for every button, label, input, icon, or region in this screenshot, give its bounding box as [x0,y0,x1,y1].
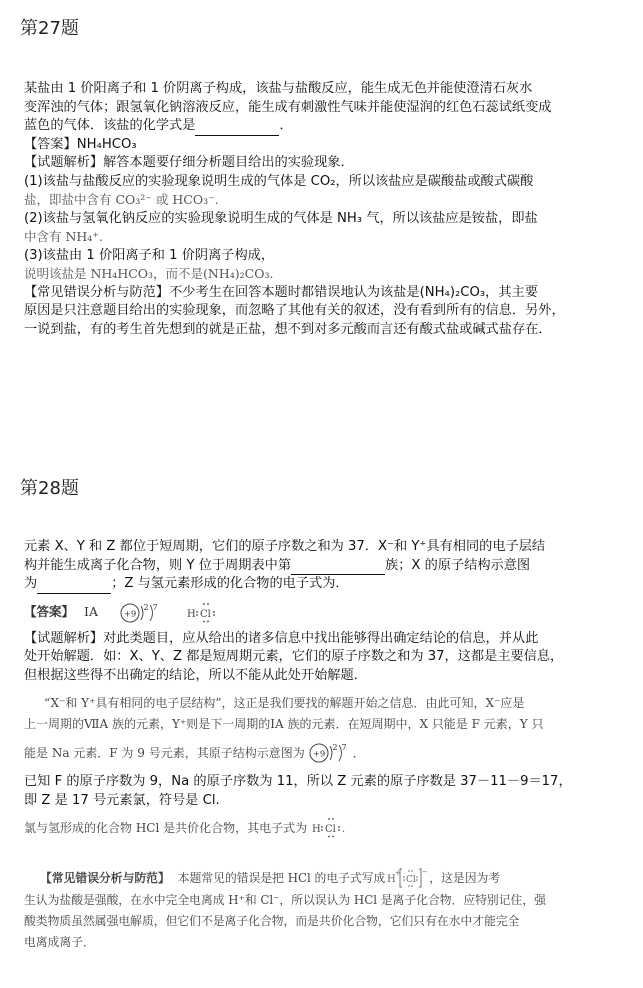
q28-error-label: 【常见错误分析与防范】 [40,870,170,885]
q28-error-line-4: 电离成离子． [24,935,95,949]
atom-structure-icon [120,601,164,625]
q27-stem-line-1: 某盐由 1 价阳离子和 1 价阴离子构成，该盐与盐酸反应，能生成无色并能使澄清石灰水 [24,81,533,96]
hcl-cl-symbol: Cl [199,608,211,620]
q28-error-line-3: 酸类物质虽然属强电解质，但它们不是离子化合物，而是共价化合物，它们只有在水中才能完全 [24,914,520,928]
ionic-formula-icon [387,866,427,890]
q28-error-text-1b: ，这是因为考 [429,870,501,885]
q28-solution-3-end: ． [352,745,365,760]
q27-point-2b: 中含有 NH₄⁺. [24,229,103,244]
q28-stem-line-2 [24,557,624,576]
q28-known-line-1: 已知 F 的原子序数为 9，Na 的原子序数为 11，所以 Z 元素的原子序数是 37－11－9＝17， [24,774,572,789]
q28-stem-line-1: 元素 X、Y 和 Z 都位于短周期，它们的原子序数之和为 37．X⁻和 Y⁺具有相同的电子层结 [24,539,546,554]
q27-error-line-1 [24,284,624,303]
q27-error-text: 不少考生在回答本题时都错误地认为该盐是(NH₄)₂CO₃，其主要 [169,284,538,300]
q27-stem-line-3 [24,117,624,136]
svg-text:.: . [342,824,346,835]
atom-shell-1-electrons: 2 [143,602,149,612]
q27-stem-line-2: 变浑浊的气体；跟氢氧化钠溶液反应，能生成有刺激性气味并能使湿润的红色石蕊试纸变成 [24,99,552,115]
q28-answer-label: 【答案】 [24,604,75,620]
q27-error-line-3: 一说到盐，有的考生首先想到的就是正盐，想不到对多元酸而言还有酸式盐或碱式盐存在． [24,321,552,337]
question-27-body [24,80,624,339]
q28-hcl-line [24,814,624,842]
electron-dot-icon [311,815,353,841]
q28-stem-line-3 [24,575,624,594]
q27-stem-text: 蓝色的气体．该盐的化学式是 [24,118,196,133]
q27-analysis-label: 【试题解析】 [24,155,104,170]
q28-stem-2b: 族；X 的原子结构示意图 [385,557,531,573]
q28-stem-3a: 为 [24,576,38,591]
q28-analysis-line-3: 但根据这些得不出确定的结论，所以不能从此处开始解题． [24,667,367,683]
q27-error-line-2: 原因是只注意题目给出的实验现象，而忽略了其他有关的叙述，没有看到所有的信息．另外， [24,303,565,318]
hcl-ionic-formula [387,866,427,890]
q27-point-3a: (3)该盐由 1 价阳离子和 1 价阴离子构成， [24,247,275,263]
q28-group-blank [291,560,385,575]
q28-stem-3b: ；Z 与氢元素形成的化合物的电子式为． [111,576,349,591]
svg-text:−: − [422,868,429,876]
q27-point-1b: 盐，即盐中含有 CO₃²⁻ 或 HCO₃⁻. [24,192,219,207]
hcl-cl-symbol-2: Cl [325,824,336,835]
atom-structure-icon [309,741,353,765]
q28-structure-blank [37,579,111,594]
q27-analysis-text: 解答本题要仔细分析题目给出的实验现象． [103,155,354,170]
svg-text:Cl: Cl [406,875,417,885]
q27-error-label: 【常见错误分析与防范】 [24,284,170,300]
fluorine-atom-structure-diagram [120,601,164,625]
q27-stem-end: ． [279,118,293,133]
q28-solution-line-1: “X⁻和 Y⁺具有相同的电子层结构”，这正是我们要找的解题开始之信息．由此可知，X⁻应是 [44,696,525,710]
q28-analysis-line-2: 处开始解题．如：X、Y、Z 都是短周期元素，它们的原子序数之和为 37，这都是主要信息， [24,649,564,664]
q27-answer-value: NH₄HCO₃ [76,136,137,152]
q28-analysis-text: 对此类题目，应从给出的诸多信息中找出能够得出确定结论的信息，并从此 [103,630,539,646]
atom-shell-2-electrons-2: 7 [341,743,347,752]
hcl-electron-formula-2 [311,815,353,841]
svg-text:+: + [395,869,402,877]
hcl-h-symbol-2: H [312,824,321,835]
q27-answer [24,136,624,155]
q27-point-1a: (1)该盐与盐酸反应的实验现象说明生成的气体是 CO₂，所以该盐应是碳酸盐或酸式碳酸 [24,173,534,189]
q28-analysis [24,630,624,649]
q28-error-text-1: 本题常见的错误是把 HCl 的电子式写成 [177,870,386,885]
q28-solution-line-2: 上一周期的ⅦA 族的元素，Y⁺则是下一周期的ⅠA 族的元素．在短周期中，X 只能是 F 元素，Y 只 [24,717,544,731]
electron-dot-icon [186,600,228,626]
q27-analysis [24,154,624,173]
fluorine-atom-structure-diagram-2 [309,741,353,765]
question-28-title: 第28题 [20,478,79,499]
hcl-electron-formula [186,600,228,626]
q28-solution-3-text: 能是 Na 元素．F 为 9 号元素，其原子结构示意图为 [24,745,305,760]
q28-error-analysis [24,866,624,953]
q28-scanned-solution [24,693,624,767]
q28-analysis-label: 【试题解析】 [24,630,104,646]
q27-point-3b: 说明该盐是 NH₄HCO₃，而不是(NH₄)₂CO₃. [24,266,274,281]
q27-answer-label: 【答案】 [24,136,77,152]
atom-shell-2-electrons: 7 [152,602,158,612]
q28-answer-group: ⅠA [84,604,98,620]
q28-error-line-2: 生认为盐酸是强酸，在水中完全电离成 H⁺和 Cl⁻，所以误认为 HCl 是离子化合物．应特别记住，强 [24,893,546,907]
atom-nucleus-label: +9 [123,609,137,619]
q27-answer-blank [195,121,279,136]
question-27-title: 第27题 [20,18,79,39]
q28-known-line-2: 即 Z 是 17 号元素氯，符号是 Cl. [24,792,220,808]
svg-text:H: H [387,874,397,885]
q28-error-line-1 [24,866,624,890]
q28-hcl-text: 氯与氢形成的化合物 HCl 是共价化合物，其电子式为 [24,820,308,835]
hcl-h-symbol: H [186,608,196,620]
q28-stem-2a: 构并能生成离子化合物，则 Y 位于周期表中第 [24,557,292,573]
q28-answer [24,598,624,628]
q28-solution-line-3 [24,739,624,767]
atom-shell-1-electrons-2: 2 [332,743,338,752]
question-28-body [24,538,624,953]
atom-nucleus-label-2: +9 [312,749,325,760]
q27-point-2a: (2)该盐与氢氧化钠反应的实验现象说明生成的气体是 NH₃ 气，所以该盐应是铵盐，即盐 [24,210,538,226]
